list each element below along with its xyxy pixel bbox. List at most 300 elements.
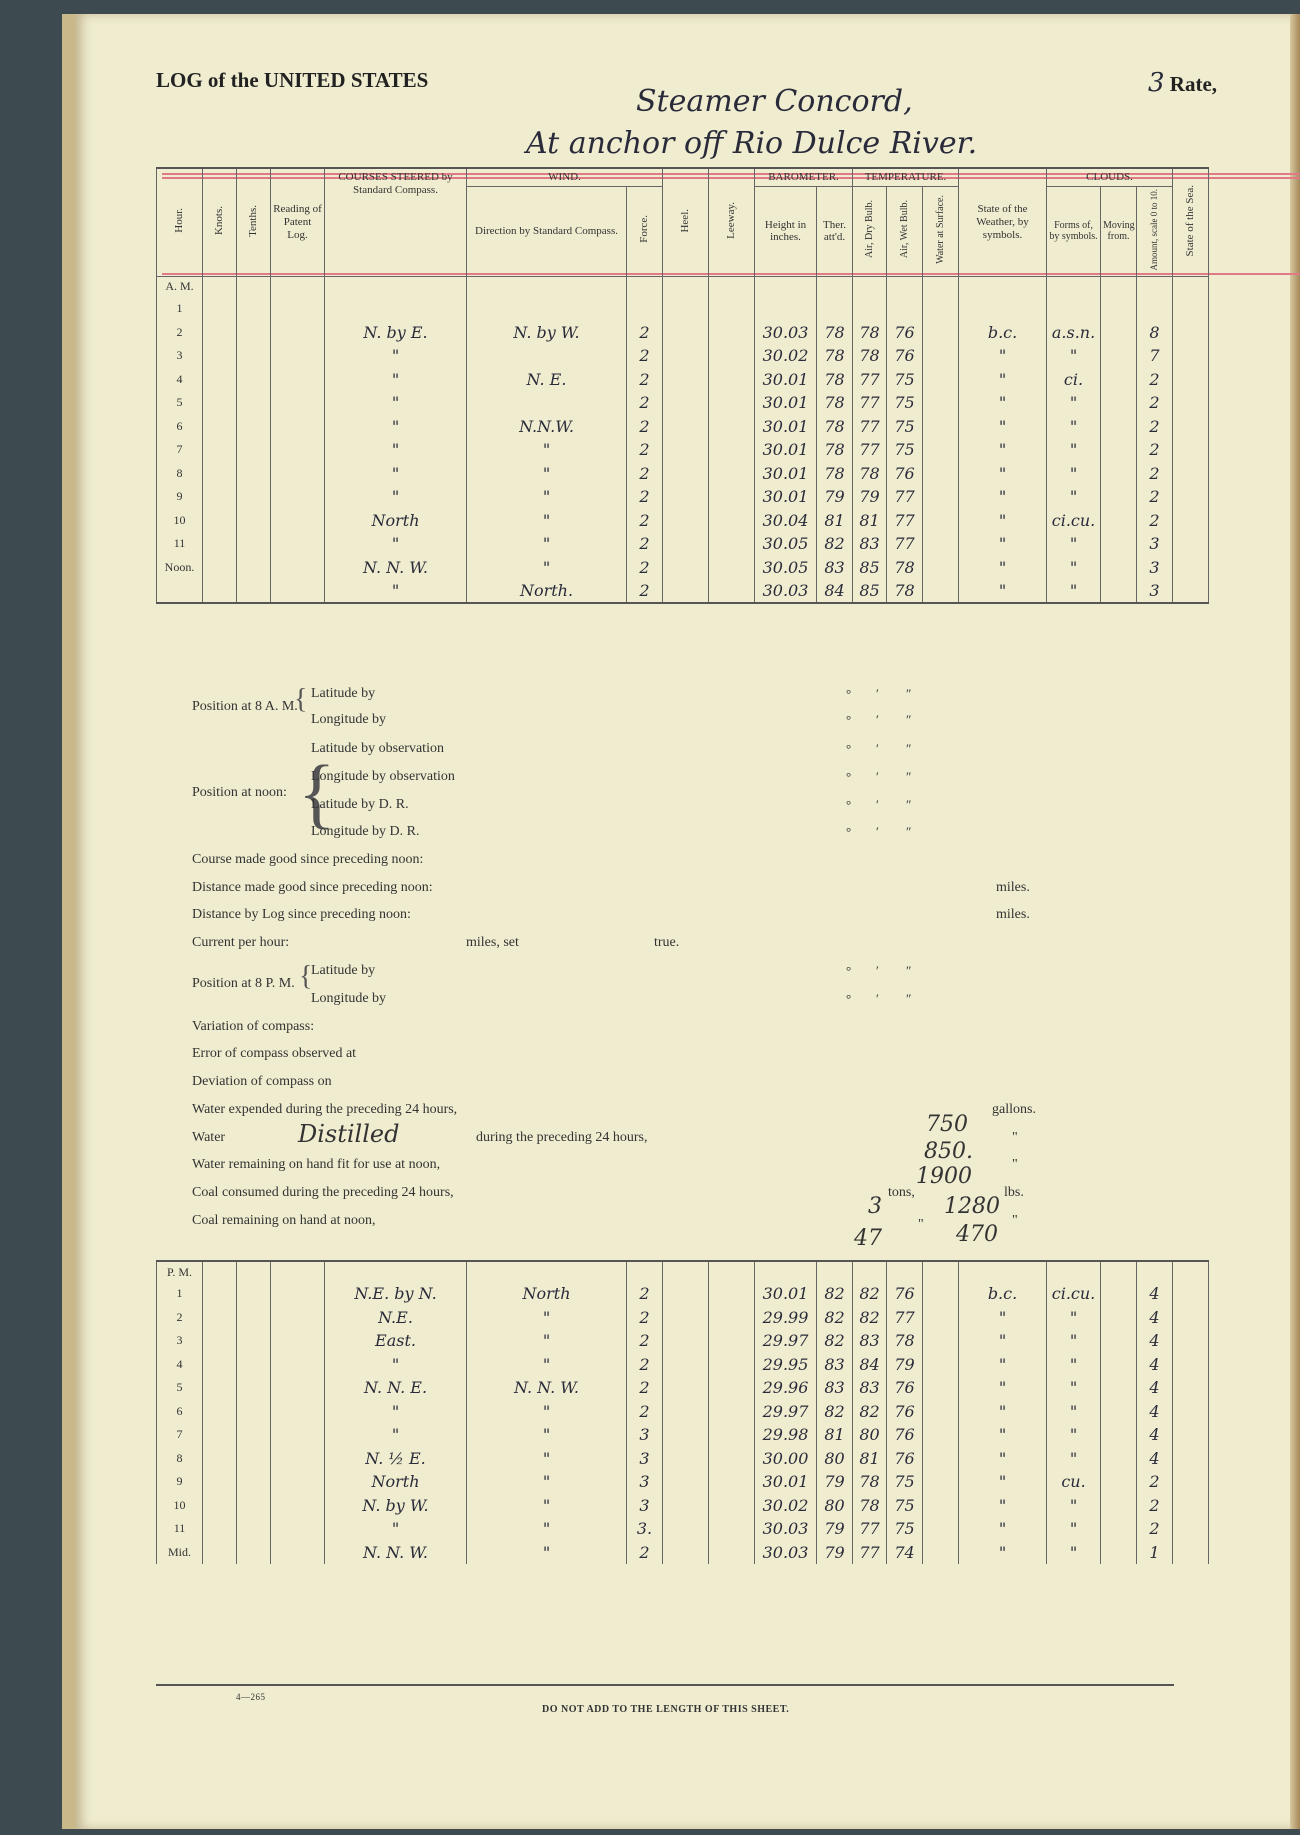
deg-mark: °: [846, 797, 852, 812]
hour-cell: 3: [157, 344, 203, 368]
hour-cell: Mid.: [157, 1541, 203, 1565]
barometer-height-cell: 30.01: [755, 1470, 817, 1494]
table-row: [157, 1517, 1209, 1541]
course-cell: N. ½ E.: [325, 1447, 467, 1471]
thermometer-attached-cell: 84: [817, 579, 853, 604]
deg-mark: °: [846, 769, 852, 784]
barometer-height-cell: 30.03: [755, 320, 817, 344]
table-row: [157, 508, 1209, 532]
weather-cell: ": [959, 1470, 1047, 1494]
cloud-amount-cell: 1: [1137, 1541, 1173, 1565]
course-cell: N. by W.: [325, 1494, 467, 1518]
dry-bulb-cell: 83: [853, 532, 887, 556]
wet-bulb-cell: 76: [887, 1447, 923, 1471]
thermometer-attached-cell: 78: [817, 391, 853, 415]
min-mark: ′: [876, 741, 879, 756]
col-heel: Heel.: [679, 208, 692, 233]
col-leeway: Leeway.: [725, 202, 738, 239]
dry-bulb-cell: 79: [853, 485, 887, 509]
wind-force-cell: 3: [627, 1470, 663, 1494]
table-row: [157, 438, 1209, 462]
cloud-forms-cell: ": [1047, 1494, 1101, 1518]
cloud-forms-cell: ci.: [1047, 367, 1101, 391]
water-expended-label: Water expended during the preceding 24 hours,: [192, 1102, 458, 1117]
wind-force-cell: 2: [627, 555, 663, 579]
course-cell: N.E.: [325, 1306, 467, 1330]
course-cell: ": [325, 1517, 467, 1541]
hour-cell: 8: [157, 461, 203, 485]
barometer-height-cell: 29.96: [755, 1376, 817, 1400]
hour-cell: 10: [157, 1494, 203, 1518]
cloud-forms-cell: ": [1047, 438, 1101, 462]
dry-bulb-cell: 82: [853, 1282, 887, 1306]
hour-cell: 4: [157, 367, 203, 391]
col-amount: Amount, scale 0 to 10.: [1149, 188, 1160, 271]
weather-cell: b.c.: [959, 1282, 1047, 1306]
dry-bulb-cell: 84: [853, 1353, 887, 1377]
wind-force-cell: 2: [627, 1400, 663, 1424]
wind-force-cell: 2: [627, 1329, 663, 1353]
weather-cell: ": [959, 485, 1047, 509]
col-hour: Hour.: [173, 208, 186, 233]
wind-force-cell: 2: [627, 508, 663, 532]
hour-cell: 5: [157, 391, 203, 415]
cloud-amount-cell: 2: [1137, 367, 1173, 391]
course-cell: N. N. W.: [325, 1541, 467, 1565]
cloud-amount-cell: 4: [1137, 1306, 1173, 1330]
log-sheet: LOG of the UNITED STATES 3 Rate, Steamer Concord, At anchor off Rio Dulce River. Hour. Knots. Tenths. Reading of Patent Log. COURSES STEERED by Standard Compass. WIND. Heel. Leeway. BAROMETER. TEMPERATURE. State of the Weather, by symbols. CLOUDS. State of the Sea. Direction by Standard Compass. Force. Height in inches. Ther. att'd. Air, Dry Bulb. Air, Wet Bulb. Water at Surface. Forms of, by symbols. Moving from. Amount, scale 0 to 10. A. M. 1 2 N. by E. N. by W. 2 30.03 78 78 76 b.c. a.s.n. 8 3 " 2 30.02 78 78 76 " " 7 4 " N. E. 2 30.01 78 77 75 " ci. 2 5 " 2 30.01 78 77 75 " " 2 6 " N.N.W. 2 30.01 78 77 75 " " 2 7 " " 2 30.01 78 77 75 " " 2 8 " " 2 30.01 78 78 76 " " 2 9 " " 2 30.01 79 79 77 " " 2 10 North " 2 30.04 81 81 77 " ci.cu. 2 11 " " 2 30.05 82 83 77 " " 3 Noon. N. N. W. " 2 30.05 83 85 78 " " 3 " North. 2 30.03 84 85 78 " " 3 Position at 8 A. M. { Latitude by Longitude by Position at noon: { Latitude by observation Longitude by observation Latitude by D. R. Longitude by D. R. Course made good since preceding noon: Distance made good since preceding noon: miles. Distance by Log since preceding noon: miles. Current per hour: miles, set true. Position at 8 P. M. { Latitude by Longitude by Variation of compass: Error of compass observed at Deviation of compass on Water expended during the preceding 24 hours, gallons. Water Distilled during the preceding 24 hours, " Water remaining on hand fit for use at noon, " Coal consumed during the preceding 24 hours, tons, lbs. Coal remaining on hand at noon, " 750 850. 1900 3 1280 47 " 470 P. M. 1 N.E. by N. North 2 30.01 82 82 76 b.c. ci.cu. 4 2 N.E. " 2 29.99 82 82 77 " " 4 3 East. " 2 29.97 82 83 78 " " 4 4 " " 2 29.95 83 84 79 " " 4 5 N. N. E. N. N. W. 2 29.96 83 83 76 " " 4 6 " " 2 29.97 82 82 76 " " 4 7 " " 3 29.98 81 80 76 " " 4 8 N. ½ E. " 3 30.00 80 81 76 " " 4 9 North " 3 30.01 79 78 75 " cu. 2 10 N. by W. " 3 30.02 80 78 75 " " 2 11 " " 3. 30.03 79 77 75 " " 2 Mid. N. N. W. " 2 30.03 79 77 74 " " 1 4—265 DO NOT ADD TO THE LENGTH OF THIS SHEET. ° ′ ″ ° ′ ″ ° ′ ″ ° ′ ″ ° ′ ″ ° ′ ″ ° ′ ″ ° ′ ″: [62, 14, 1300, 1829]
sec-mark: ″: [906, 741, 912, 756]
dry-bulb-cell: 77: [853, 367, 887, 391]
cloud-amount-cell: 2: [1137, 391, 1173, 415]
thermometer-attached-cell: 82: [817, 1282, 853, 1306]
barometer-height-cell: 30.05: [755, 555, 817, 579]
weather-cell: [959, 297, 1047, 321]
wind-direction-cell: N. by W.: [467, 320, 627, 344]
table-row: [157, 1282, 1209, 1306]
barometer-height-cell: 30.01: [755, 414, 817, 438]
hour-cell: 4: [157, 1353, 203, 1377]
cloud-amount-cell: 2: [1137, 1494, 1173, 1518]
table-row: [157, 1353, 1209, 1377]
table-row: [157, 485, 1209, 509]
table-row: [157, 461, 1209, 485]
thermometer-attached-cell: 79: [817, 485, 853, 509]
form-number: 4—265: [236, 1692, 266, 1702]
dry-bulb-cell: 82: [853, 1400, 887, 1424]
dry-bulb-cell: 80: [853, 1423, 887, 1447]
dry-bulb-cell: 85: [853, 579, 887, 604]
thermometer-attached-cell: 79: [817, 1517, 853, 1541]
course-cell: ": [325, 485, 467, 509]
wind-force-cell: 2: [627, 532, 663, 556]
deg-mark: °: [846, 686, 852, 701]
weather-cell: ": [959, 1329, 1047, 1353]
barometer-height-cell: 30.02: [755, 344, 817, 368]
wind-direction-cell: North.: [467, 579, 627, 604]
hour-cell: 9: [157, 485, 203, 509]
thermometer-attached-cell: 81: [817, 1423, 853, 1447]
cloud-amount-cell: [1137, 297, 1173, 321]
wet-bulb-cell: 79: [887, 1353, 923, 1377]
weather-cell: ": [959, 1376, 1047, 1400]
thermometer-attached-cell: 78: [817, 438, 853, 462]
wet-bulb-cell: 77: [887, 485, 923, 509]
wet-bulb-cell: 75: [887, 367, 923, 391]
gallons-label: gallons.: [992, 1102, 1036, 1117]
barometer-height-cell: 30.01: [755, 485, 817, 509]
course-made-good: Course made good since preceding noon:: [192, 852, 424, 867]
weather-cell: ": [959, 579, 1047, 604]
barometer-height-cell: 30.05: [755, 532, 817, 556]
sec-mark: ″: [906, 963, 912, 978]
sec-mark: ″: [906, 686, 912, 701]
lon-obs: Longitude by observation: [311, 769, 455, 784]
sec-mark: ″: [906, 769, 912, 784]
sec-mark: ″: [906, 712, 912, 727]
barometer-height-cell: [755, 297, 817, 321]
group-barometer: BAROMETER.: [755, 168, 853, 186]
cloud-forms-cell: ": [1047, 391, 1101, 415]
cloud-amount-cell: 3: [1137, 579, 1173, 604]
cloud-forms-cell: ": [1047, 1353, 1101, 1377]
cloud-forms-cell: ": [1047, 579, 1101, 604]
weather-cell: ": [959, 1400, 1047, 1424]
col-force: Force.: [638, 215, 651, 244]
wind-direction-cell: ": [467, 1447, 627, 1471]
weather-cell: ": [959, 367, 1047, 391]
lon-by-8am: Longitude by: [311, 712, 387, 727]
cloud-amount-cell: 2: [1137, 508, 1173, 532]
wind-force-cell: 2: [627, 438, 663, 462]
cloud-amount-cell: 4: [1137, 1329, 1173, 1353]
cloud-forms-cell: ": [1047, 1376, 1101, 1400]
dry-bulb-cell: 78: [853, 344, 887, 368]
hour-cell: 7: [157, 1423, 203, 1447]
course-cell: [325, 297, 467, 321]
group-temperature: TEMPERATURE.: [853, 168, 959, 186]
error-of-compass: Error of compass observed at: [192, 1046, 357, 1061]
water-label: Water: [192, 1130, 226, 1145]
hour-cell: 9: [157, 1470, 203, 1494]
hour-cell: 6: [157, 414, 203, 438]
wind-direction-cell: ": [467, 1517, 627, 1541]
lon-by-8pm: Longitude by: [311, 991, 387, 1006]
weather-cell: ": [959, 1306, 1047, 1330]
dry-bulb-cell: 78: [853, 461, 887, 485]
wet-bulb-cell: 77: [887, 532, 923, 556]
dry-bulb-cell: 85: [853, 555, 887, 579]
deg-mark: °: [846, 824, 852, 839]
log-title: LOG of the UNITED STATES: [156, 68, 429, 92]
wind-direction-cell: N.N.W.: [467, 414, 627, 438]
lat-by-8pm: Latitude by: [311, 963, 376, 978]
wet-bulb-cell: [887, 297, 923, 321]
wind-force-cell: 2: [627, 1353, 663, 1377]
lon-dr: Longitude by D. R.: [311, 824, 420, 839]
wet-bulb-cell: 75: [887, 1470, 923, 1494]
dry-bulb-cell: 82: [853, 1306, 887, 1330]
cloud-forms-cell: a.s.n.: [1047, 320, 1101, 344]
wind-direction-cell: ": [467, 1541, 627, 1565]
thermometer-attached-cell: 82: [817, 1400, 853, 1424]
wind-force-cell: 2: [627, 414, 663, 438]
weather-cell: ": [959, 508, 1047, 532]
table-row: [157, 297, 1209, 321]
wet-bulb-cell: 75: [887, 1517, 923, 1541]
course-cell: ": [325, 532, 467, 556]
lat-dr: Latitude by D. R.: [311, 797, 409, 812]
cloud-amount-cell: 3: [1137, 555, 1173, 579]
dry-bulb-cell: 77: [853, 438, 887, 462]
wind-direction-cell: N. E.: [467, 367, 627, 391]
hour-cell: 5: [157, 1376, 203, 1400]
weather-cell: ": [959, 438, 1047, 462]
thermometer-attached-cell: 83: [817, 555, 853, 579]
wet-bulb-cell: 76: [887, 1400, 923, 1424]
table-row: [157, 1494, 1209, 1518]
cloud-forms-cell: ": [1047, 414, 1101, 438]
table-row: [157, 532, 1209, 556]
dry-bulb-cell: 81: [853, 508, 887, 532]
dry-bulb-cell: 77: [853, 1517, 887, 1541]
barometer-height-cell: 29.97: [755, 1400, 817, 1424]
dry-bulb-cell: 81: [853, 1447, 887, 1471]
weather-cell: ": [959, 1541, 1047, 1565]
min-mark: ′: [876, 824, 879, 839]
cloud-amount-cell: 8: [1137, 320, 1173, 344]
wind-force-cell: 2: [627, 367, 663, 391]
thermometer-attached-cell: [817, 297, 853, 321]
wind-force-cell: 3: [627, 1423, 663, 1447]
table-row: [157, 1376, 1209, 1400]
dry-bulb-cell: 83: [853, 1376, 887, 1400]
thermometer-attached-cell: 81: [817, 508, 853, 532]
hour-cell: 2: [157, 1306, 203, 1330]
period-label: A. M.: [157, 276, 203, 297]
cloud-amount-cell: 4: [1137, 1282, 1173, 1306]
col-ther: Ther. att'd.: [817, 186, 853, 276]
wet-bulb-cell: 75: [887, 1494, 923, 1518]
thermometer-attached-cell: 79: [817, 1541, 853, 1565]
barometer-height-cell: 30.03: [755, 1541, 817, 1565]
rate-number: 3: [1148, 68, 1165, 98]
cloud-amount-cell: 4: [1137, 1423, 1173, 1447]
thermometer-attached-cell: 80: [817, 1494, 853, 1518]
wind-force-cell: 2: [627, 461, 663, 485]
cloud-amount-cell: 2: [1137, 461, 1173, 485]
distance-by-log: Distance by Log since preceding noon:: [192, 907, 411, 922]
ship-location: At anchor off Rio Dulce River.: [526, 126, 978, 161]
min-mark: ′: [876, 769, 879, 784]
table-row: [157, 344, 1209, 368]
table-row: [157, 1447, 1209, 1471]
miles-2: miles.: [996, 907, 1030, 922]
table-row: [157, 414, 1209, 438]
ship-name: Steamer Concord,: [636, 84, 913, 119]
variation-of-compass: Variation of compass:: [192, 1019, 315, 1034]
cloud-forms-cell: ": [1047, 1423, 1101, 1447]
hour-cell: 1: [157, 1282, 203, 1306]
wind-direction-cell: [467, 391, 627, 415]
dry-bulb-cell: 83: [853, 1329, 887, 1353]
cloud-forms-cell: ": [1047, 532, 1101, 556]
value-distilled: 850.: [924, 1139, 973, 1164]
course-cell: ": [325, 579, 467, 604]
table-row: [157, 391, 1209, 415]
col-patent-log: Reading of Patent Log.: [271, 168, 325, 276]
deg-mark: °: [846, 741, 852, 756]
wind-force-cell: 2: [627, 391, 663, 415]
value-water-expended: 750: [926, 1112, 968, 1137]
hour-cell: Noon.: [157, 555, 203, 579]
course-cell: N. N. E.: [325, 1376, 467, 1400]
barometer-height-cell: 30.01: [755, 461, 817, 485]
wet-bulb-cell: 76: [887, 344, 923, 368]
course-cell: ": [325, 391, 467, 415]
thermometer-attached-cell: 82: [817, 1329, 853, 1353]
col-forms: Forms of, by symbols.: [1047, 186, 1101, 276]
tons-label: tons,: [888, 1185, 915, 1200]
wind-direction-cell: ": [467, 508, 627, 532]
cloud-forms-cell: ci.cu.: [1047, 508, 1101, 532]
cloud-forms-cell: ": [1047, 344, 1101, 368]
weather-cell: ": [959, 391, 1047, 415]
col-wet-bulb: Air, Wet Bulb.: [898, 200, 910, 259]
wind-force-cell: 2: [627, 1541, 663, 1565]
course-cell: ": [325, 344, 467, 368]
min-mark: ′: [876, 686, 879, 701]
course-cell: ": [325, 367, 467, 391]
cloud-forms-cell: ": [1047, 1541, 1101, 1565]
wind-direction-cell: ": [467, 1400, 627, 1424]
length-notice: DO NOT ADD TO THE LENGTH OF THIS SHEET.: [542, 1704, 790, 1715]
cloud-forms-cell: ": [1047, 485, 1101, 509]
table-row: [157, 1423, 1209, 1447]
cloud-forms-cell: [1047, 297, 1101, 321]
group-wind: WIND.: [467, 168, 663, 186]
wind-direction-cell: ": [467, 532, 627, 556]
course-cell: ": [325, 1400, 467, 1424]
hour-cell: 10: [157, 508, 203, 532]
dry-bulb-cell: 78: [853, 320, 887, 344]
cloud-forms-cell: ": [1047, 1306, 1101, 1330]
pos-noon-label: Position at noon:: [192, 785, 287, 800]
table-row: [157, 1541, 1209, 1565]
cloud-amount-cell: 4: [1137, 1447, 1173, 1471]
table-row: [157, 1306, 1209, 1330]
cloud-amount-cell: 2: [1137, 1517, 1173, 1541]
barometer-height-cell: 30.00: [755, 1447, 817, 1471]
thermometer-attached-cell: 78: [817, 344, 853, 368]
wet-bulb-cell: 76: [887, 1423, 923, 1447]
wind-direction-cell: ": [467, 1494, 627, 1518]
pos-8pm-label: Position at 8 P. M.: [192, 976, 295, 991]
thermometer-attached-cell: 79: [817, 1470, 853, 1494]
barometer-height-cell: 30.01: [755, 367, 817, 391]
wind-direction-cell: ": [467, 1353, 627, 1377]
hour-cell: 3: [157, 1329, 203, 1353]
period-label-row: [157, 1261, 1209, 1282]
wind-force-cell: 2: [627, 1376, 663, 1400]
wet-bulb-cell: 78: [887, 579, 923, 604]
cloud-amount-cell: 4: [1137, 1400, 1173, 1424]
wind-direction-cell: [467, 344, 627, 368]
wet-bulb-cell: 74: [887, 1541, 923, 1565]
weather-cell: ": [959, 1494, 1047, 1518]
barometer-height-cell: 30.02: [755, 1494, 817, 1518]
wind-force-cell: 2: [627, 1282, 663, 1306]
wet-bulb-cell: 78: [887, 555, 923, 579]
water-distilled: Distilled: [298, 1120, 400, 1148]
am-log-table: [156, 167, 1209, 604]
deviation-of-compass: Deviation of compass on: [192, 1074, 332, 1089]
course-cell: ": [325, 461, 467, 485]
barometer-height-cell: 30.01: [755, 391, 817, 415]
thermometer-attached-cell: 83: [817, 1353, 853, 1377]
course-cell: North: [325, 1470, 467, 1494]
lat-by-8am: Latitude by: [311, 686, 376, 701]
table-row: [157, 579, 1209, 604]
min-mark: ′: [876, 991, 879, 1006]
wet-bulb-cell: 75: [887, 414, 923, 438]
course-cell: ": [325, 1353, 467, 1377]
miles-set: miles, set: [466, 935, 519, 950]
cloud-amount-cell: 3: [1137, 532, 1173, 556]
weather-cell: ": [959, 555, 1047, 579]
weather-cell: ": [959, 1517, 1047, 1541]
course-cell: N. by E.: [325, 320, 467, 344]
wind-force-cell: 3: [627, 1447, 663, 1471]
thermometer-attached-cell: 78: [817, 367, 853, 391]
hour-cell: 7: [157, 438, 203, 462]
cloud-amount-cell: 2: [1137, 438, 1173, 462]
cloud-forms-cell: ": [1047, 1517, 1101, 1541]
wet-bulb-cell: 76: [887, 1376, 923, 1400]
hour-cell: 11: [157, 532, 203, 556]
table-row: [157, 1470, 1209, 1494]
cloud-forms-cell: ci.cu.: [1047, 1282, 1101, 1306]
thermometer-attached-cell: 82: [817, 532, 853, 556]
course-cell: N. N. W.: [325, 555, 467, 579]
hour-cell: 6: [157, 1400, 203, 1424]
cloud-amount-cell: 2: [1137, 485, 1173, 509]
course-cell: East.: [325, 1329, 467, 1353]
wind-direction-cell: N. N. W.: [467, 1376, 627, 1400]
barometer-height-cell: 30.03: [755, 579, 817, 604]
group-clouds: CLOUDS.: [1047, 168, 1173, 186]
dry-bulb-cell: 78: [853, 1494, 887, 1518]
thermometer-attached-cell: 80: [817, 1447, 853, 1471]
hour-cell: 1: [157, 297, 203, 321]
col-moving: Moving from.: [1101, 186, 1137, 276]
dry-bulb-cell: 78: [853, 1470, 887, 1494]
coal-remaining-label: Coal remaining on hand at noon,: [192, 1213, 376, 1228]
table-row: [157, 1400, 1209, 1424]
wind-force-cell: 2: [627, 579, 663, 604]
table-row: [157, 555, 1209, 579]
min-mark: ′: [876, 712, 879, 727]
wind-force-cell: 2: [627, 344, 663, 368]
col-courses: COURSES STEERED by Standard Compass.: [325, 168, 467, 276]
thermometer-attached-cell: 83: [817, 1376, 853, 1400]
cloud-amount-cell: 4: [1137, 1376, 1173, 1400]
wet-bulb-cell: 76: [887, 1282, 923, 1306]
wet-bulb-cell: 78: [887, 1329, 923, 1353]
miles-1: miles.: [996, 880, 1030, 895]
course-cell: ": [325, 414, 467, 438]
wind-direction-cell: North: [467, 1282, 627, 1306]
